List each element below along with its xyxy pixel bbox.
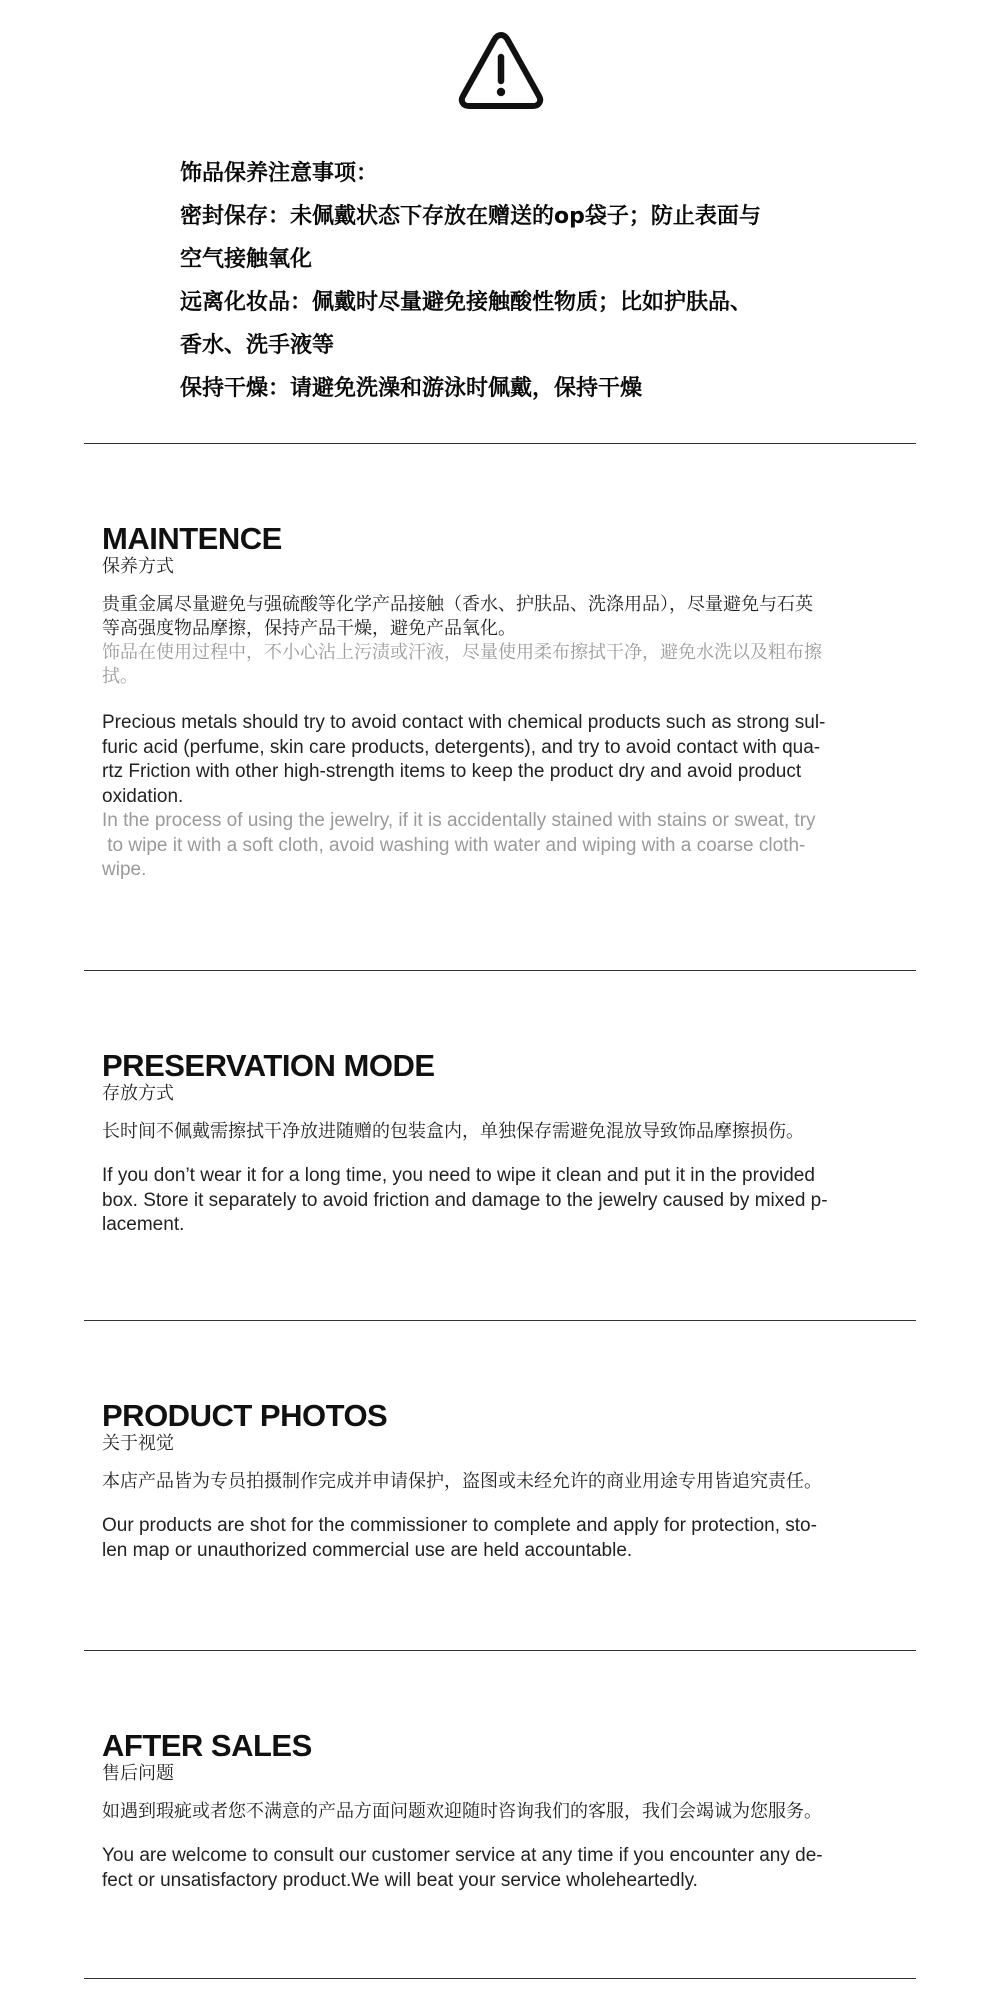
care-notice (180, 152, 880, 410)
body-text-en: Our products are shot for the commissioner to complete and apply for protection, sto- (102, 1515, 817, 1536)
body-text-en: You are welcome to consult our customer service at any time if you encounter any de- (102, 1845, 823, 1866)
body-text-en: fect or unsatisfactory product.We will beat your service wholeheartedly. (102, 1869, 698, 1891)
section-title: AFTER SALES (102, 1728, 312, 1763)
body-text-en: oxidation. (102, 785, 184, 807)
section-subtitle: 售后问题 (102, 1763, 174, 1784)
care-notice-line: 密封保存：未佩戴状态下存放在赠送的op袋子；防止表面与 (180, 204, 761, 229)
body-text-zh: 贵重金属尽量避免与强硫酸等化学产品接触（香水、护肤品、洗涤用品），尽量避免与石英 (102, 594, 813, 615)
body-text-en: Precious metals should try to avoid contact with chemical products such as strong sul- (102, 712, 826, 733)
section-title: PRODUCT PHOTOS (102, 1398, 388, 1433)
body-text-en: rtz Friction with other high-strength items to keep the product dry and avoid product (102, 761, 802, 782)
body-text-en: box. Store it separately to avoid friction and damage to the jewelry caused by mixed p- (102, 1189, 828, 1211)
body-text-en: lacement. (102, 1214, 185, 1235)
body-text-zh: 本店产品皆为专员拍摄制作完成并申请保护，盗图或未经允许的商业用途专用皆追究责任。 (102, 1471, 822, 1492)
body-text-zh: 等高强度物品摩擦，保持产品干燥，避免产品氧化。 (102, 618, 516, 639)
care-notice-line: 空气接触氧化 (180, 247, 313, 272)
section-subtitle: 存放方式 (102, 1083, 174, 1104)
body-text-en: furic acid (perfume, skin care products, detergents), and try to avoid contact with qua- (102, 736, 821, 758)
divider (84, 970, 916, 971)
section-after-sales (102, 1730, 932, 1893)
section-product-photos (102, 1400, 932, 1563)
divider (84, 1320, 916, 1321)
divider (84, 1650, 916, 1651)
section-subtitle: 关于视觉 (102, 1433, 174, 1454)
body-text-zh-secondary: 饰品在使用过程中，不小心沾上污渍或汗液，尽量使用柔布擦拭干净，避免水洗以及粗布擦 (102, 642, 822, 663)
body-text-en-secondary: to wipe it with a soft cloth, avoid washing with water and wiping with a coarse cloth- (102, 834, 806, 856)
care-notice-line: 保持干燥：请避免洗澡和游泳时佩戴，保持干燥 (180, 376, 643, 401)
warning-triangle-icon (458, 30, 544, 110)
body-text-en: len map or unauthorized commercial use are held accountable. (102, 1539, 633, 1561)
section-subtitle: 保养方式 (102, 556, 174, 577)
body-text-zh: 长时间不佩戴需擦拭干净放进随赠的包装盒内，单独保存需避免混放导致饰品摩擦损伤。 (102, 1121, 804, 1142)
body-text-en-secondary: wipe. (102, 859, 147, 880)
body-text-en: If you don’t wear it for a long time, you need to wipe it clean and put it in the provided (102, 1165, 815, 1186)
body-text-zh: 如遇到瑕疵或者您不满意的产品方面问题欢迎随时咨询我们的客服，我们会竭诚为您服务。 (102, 1801, 822, 1822)
body-text-en-secondary: In the process of using the jewelry, if it is accidentally stained with stains or sweat, try (102, 810, 816, 831)
section-preservation (102, 1050, 932, 1238)
divider (84, 443, 916, 444)
care-notice-heading: 饰品保养注意事项： (180, 161, 379, 186)
divider (84, 1978, 916, 1979)
section-title: PRESERVATION MODE (102, 1048, 435, 1083)
body-text-zh-secondary: 拭。 (102, 666, 138, 687)
care-notice-line: 远离化妆品：佩戴时尽量避免接触酸性物质；比如护肤品、 (180, 290, 753, 315)
care-notice-line: 香水、洗手液等 (180, 333, 335, 358)
section-title: MAINTENCE (102, 521, 282, 556)
section-maintence (102, 523, 932, 883)
